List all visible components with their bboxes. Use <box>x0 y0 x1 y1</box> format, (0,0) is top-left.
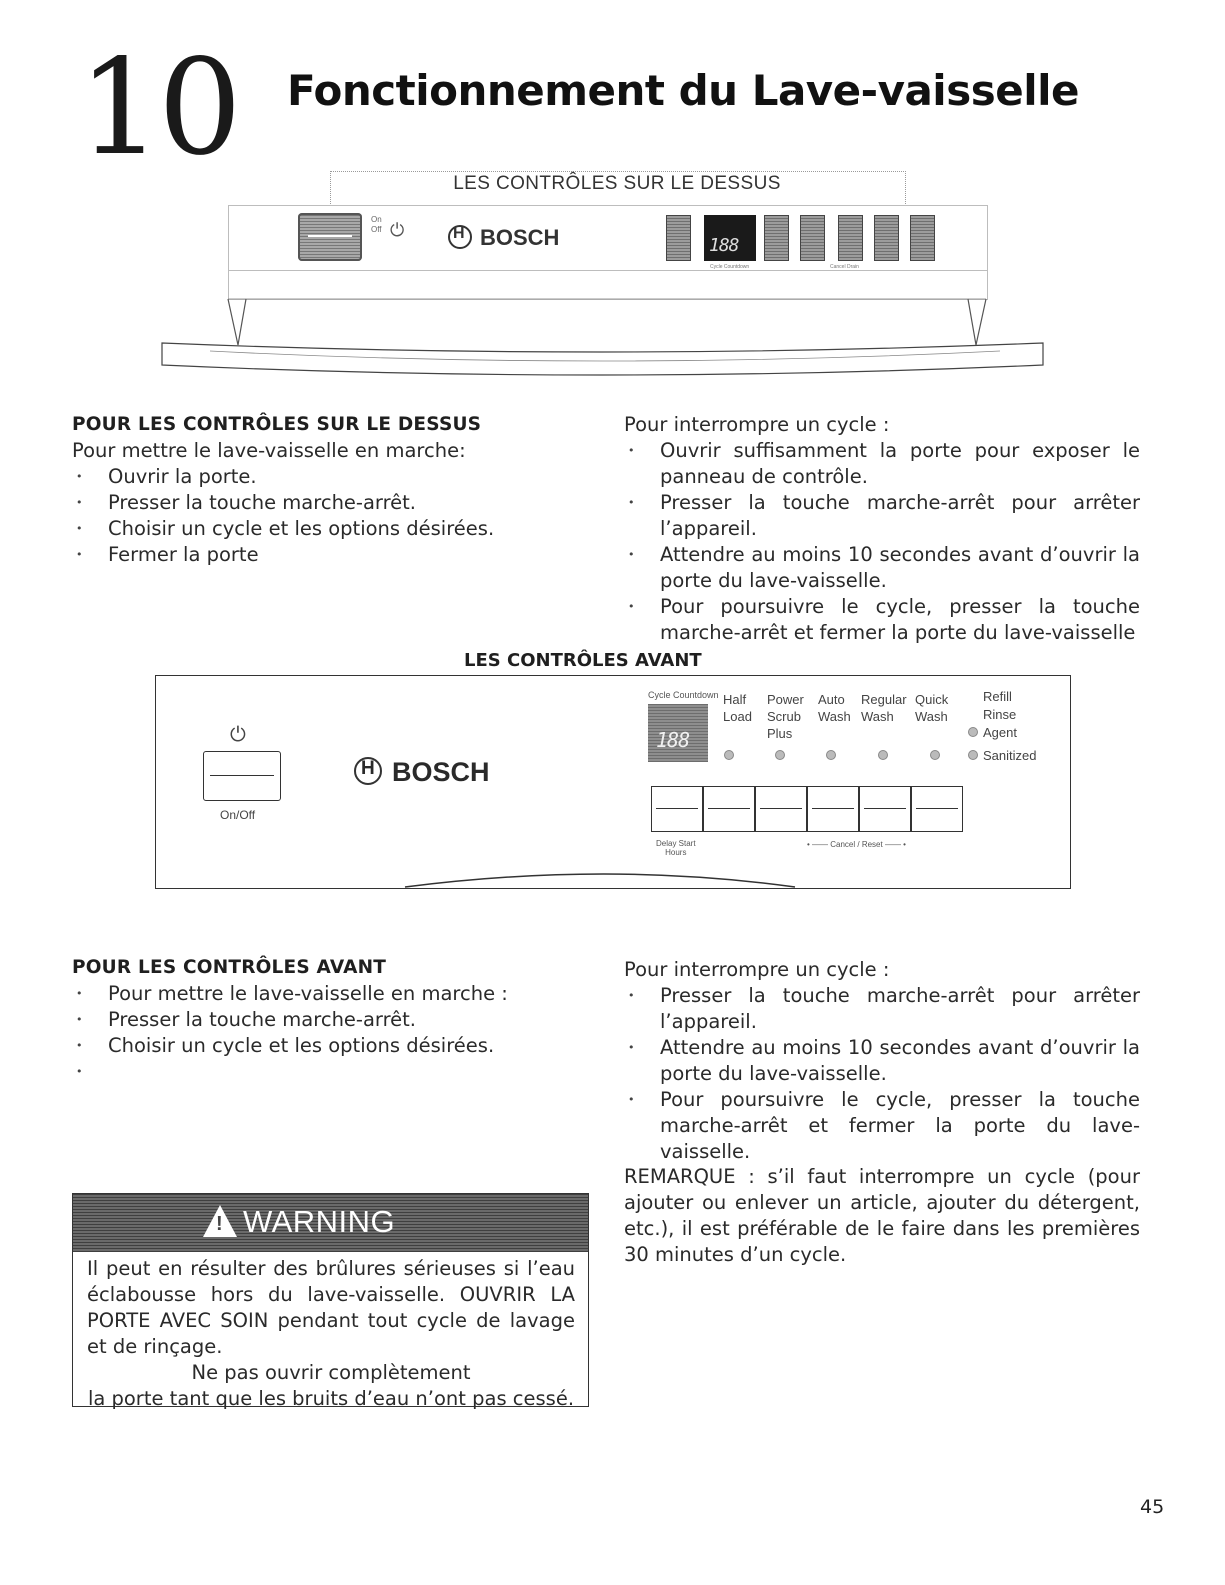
option-line: Quick <box>915 692 949 707</box>
warning-title-row <box>203 1204 395 1240</box>
list-item: • Pour poursuivre le cycle, presser la touche marche-arrêt et fermer la porte du lave-vaisselle. <box>624 1087 1140 1165</box>
front-interrupt-instructions <box>624 957 1140 1165</box>
front-controls-heading: POUR LES CONTRÔLES AVANT <box>72 957 387 978</box>
list-item: • Ouvrir suffisamment la porte pour exposer le panneau de contrôle. <box>624 438 1140 490</box>
list-item: • Pour mettre le lave-vaisselle en marche : <box>72 981 592 1007</box>
list-item: • Pour poursuivre le cycle, presser la touche marche-arrêt et fermer la porte du lave-vaisselle <box>624 594 1140 646</box>
list-item <box>72 1059 592 1085</box>
key-half-load <box>703 786 755 832</box>
indicator-sanitized: Sanitized <box>983 748 1037 763</box>
option-power-scrub-plus <box>767 691 804 742</box>
front-interrupt-steps <box>624 983 1140 1165</box>
list-item: • Presser la touche marche-arrêt pour arrêter l’appareil. <box>624 983 1140 1035</box>
bosch-logo-icon <box>354 757 382 785</box>
warning-triangle-icon <box>203 1205 237 1237</box>
option-line: Plus <box>767 726 793 741</box>
option-line: Wash <box>818 709 851 724</box>
top-off-label: Off <box>371 225 382 234</box>
note-paragraph: REMARQUE : s’il faut interrompre un cycle (pour ajouter ou enlever un article, ajouter du détergent, etc.), il est préférable de le faire dans les premières 30 minutes d’un cycle. <box>624 1165 1140 1266</box>
top-controls-figure <box>150 165 1050 400</box>
top-on-label: On <box>371 215 382 224</box>
top-cancel-caption: Cancel Drain <box>830 264 859 270</box>
option-line: Wash <box>915 709 948 724</box>
indicator-refill-rinse-agent <box>983 688 1017 742</box>
warning-text-line-2: Ne pas ouvrir complètement <box>191 1361 471 1384</box>
led-half-load <box>724 750 734 760</box>
key-delay-start <box>651 786 703 832</box>
option-auto-wash <box>818 691 851 725</box>
front-power-icon: ⏻ <box>230 722 246 746</box>
warning-box <box>72 1193 589 1410</box>
list-item: • Attendre au moins 10 secondes avant d’ouvrir la porte du lave-vaisselle. <box>624 542 1140 594</box>
list-item: • Presser la touche marche-arrêt. <box>72 490 592 516</box>
top-power-icon: ⏻ <box>390 220 405 241</box>
key-power-scrub <box>755 786 807 832</box>
option-quick-wash <box>915 691 948 725</box>
list-item: • Attendre au moins 10 secondes avant d’ouvrir la porte du lave-vaisselle. <box>624 1035 1140 1087</box>
key-quick-wash <box>911 786 963 832</box>
top-start-steps <box>72 464 592 568</box>
led-quick-wash <box>930 750 940 760</box>
led-power-scrub <box>775 750 785 760</box>
list-item: • Ouvrir la porte. <box>72 464 592 490</box>
delay-start-caption <box>656 839 696 857</box>
key-regular-wash <box>859 786 911 832</box>
cancel-reset-label: Cancel / Reset <box>830 840 883 849</box>
list-item: • Fermer la porte <box>72 542 592 568</box>
front-start-steps <box>72 981 592 1085</box>
front-countdown-label: Cycle Countdown <box>648 690 719 700</box>
option-regular-wash <box>861 691 907 725</box>
led-rinse-agent <box>968 727 978 737</box>
list-item: • Presser la touche marche-arrêt. <box>72 1007 592 1033</box>
hours-label: Hours <box>665 848 687 857</box>
option-half-load <box>723 691 752 725</box>
key-auto-wash <box>807 786 859 832</box>
front-display <box>648 704 708 762</box>
top-brand-text: BOSCH <box>480 225 560 250</box>
front-brand-text: BOSCH <box>392 757 490 787</box>
led-auto-wash <box>826 750 836 760</box>
top-interrupt-instructions <box>624 412 1140 646</box>
warning-header <box>73 1194 588 1252</box>
top-display-digits: 188 <box>709 235 739 256</box>
warning-text-line-3: la porte tant que les bruits d’eau n’ont pas cessé. <box>87 1387 575 1410</box>
front-brand <box>354 757 490 788</box>
front-display-digits: 188 <box>656 728 690 752</box>
top-countdown-caption: Cycle Countdown <box>710 264 750 270</box>
top-controls-label: LES CONTRÔLES SUR LE DESSUS <box>453 173 781 194</box>
option-line: Half <box>723 692 747 707</box>
warning-text <box>87 1256 575 1412</box>
chapter-title: Fonctionnement du Lave-vaisselle <box>287 66 1079 115</box>
list-item: • Presser la touche marche-arrêt pour arrêter l’appareil. <box>624 490 1140 542</box>
option-line: Power <box>767 692 804 707</box>
front-power-button <box>203 751 281 801</box>
option-line: Wash <box>861 709 894 724</box>
option-line: Load <box>723 709 752 724</box>
top-start-intro: Pour mettre le lave-vaisselle en marche: <box>72 439 466 462</box>
indicator-line: Rinse <box>983 707 1017 722</box>
top-interrupt-steps <box>624 438 1140 646</box>
indicator-line: Agent <box>983 725 1017 740</box>
warning-text-main: Il peut en résulter des brûlures sérieuses si l’eau éclabousse hors du lave-vaisselle. OUVRIR LA PORTE AVEC SOIN pendant tout cycle de lavage et de rinçage. <box>87 1257 575 1358</box>
door-handle-drawing <box>150 165 1050 400</box>
front-onoff-label: On/Off <box>220 808 256 822</box>
option-line: Auto <box>818 692 845 707</box>
indicator-line: Refill <box>983 689 1012 704</box>
list-item: • Choisir un cycle et les options désirées. <box>72 1033 592 1059</box>
warning-title: WARNING <box>243 1204 396 1239</box>
top-controls-instructions <box>72 412 592 568</box>
chapter-number: 10 <box>78 31 238 185</box>
front-interrupt-intro: Pour interrompre un cycle : <box>624 958 890 981</box>
top-interrupt-intro: Pour interrompre un cycle : <box>624 413 890 436</box>
page-number: 45 <box>1140 1496 1165 1518</box>
list-item: • Choisir un cycle et les options désirées. <box>72 516 592 542</box>
cancel-reset-caption: • —— Cancel / Reset —— • <box>807 840 906 849</box>
led-regular-wash <box>878 750 888 760</box>
option-line: Regular <box>861 692 907 707</box>
front-controls-label: LES CONTRÔLES AVANT <box>464 650 702 671</box>
top-controls-heading: POUR LES CONTRÔLES SUR LE DESSUS <box>72 414 482 435</box>
delay-start-label: Delay Start <box>656 839 696 848</box>
option-line: Scrub <box>767 709 801 724</box>
front-controls-instructions <box>72 955 592 1085</box>
led-sanitized <box>968 750 978 760</box>
